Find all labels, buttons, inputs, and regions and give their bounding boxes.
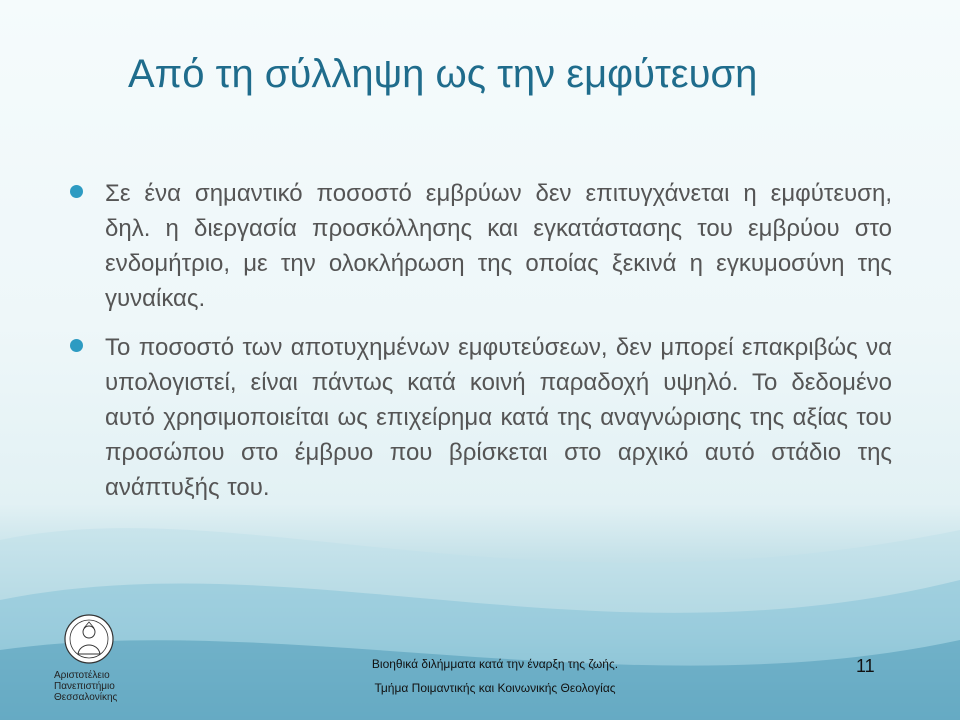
footer — [330, 652, 660, 700]
footer-course-title: Βιοηθικά διλήμματα κατά την έναρξη της ζωής. — [371, 657, 619, 671]
university-seal-icon — [64, 614, 114, 664]
bullet-item — [70, 330, 892, 505]
bullet-dot-icon — [70, 185, 83, 198]
slide-content — [70, 176, 892, 519]
university-logo — [54, 614, 124, 703]
bullet-text: Σε ένα σημαντικό ποσοστό εμβρύων δεν επιτυγχάνεται η εμφύτευση, δηλ. η διεργασία προσκόλλησης και εγκατάστασης του εμβρύου στο ενδομήτριο, με την ολοκλήρωση της οποίας ξεκινά η εγκυμοσύνη της γυναίκας. — [105, 180, 892, 312]
university-name-line3: Θεσσαλονίκης — [54, 692, 118, 703]
university-name-line2: Πανεπιστήμιο — [54, 681, 115, 692]
bullet-item — [70, 176, 892, 316]
slide-title: Από τη σύλληψη ως την εμφύτευση — [128, 52, 758, 96]
footer-department: Τμήμα Ποιμαντικής και Κοινωνικής Θεολογίας — [374, 681, 616, 695]
bullet-dot-icon — [70, 339, 83, 352]
page-number: 11 — [856, 656, 875, 676]
bullet-text: Το ποσοστό των αποτυχημένων εμφυτεύσεων, δεν μπορεί επακριβώς να υπολογιστεί, είναι πάντως κατά κοινή παραδοχή υψηλό. Το δεδομένο αυτό χρησιμοποιείται ως επιχείρημα κατά της αναγνώρισης της αξίας του προσώπου στο έμβρυο που βρίσκεται στο αρχικό αυτό στάδιο της ανάπτυξής του. — [105, 334, 892, 501]
university-name-line1: Αριστοτέλειο — [54, 670, 110, 681]
